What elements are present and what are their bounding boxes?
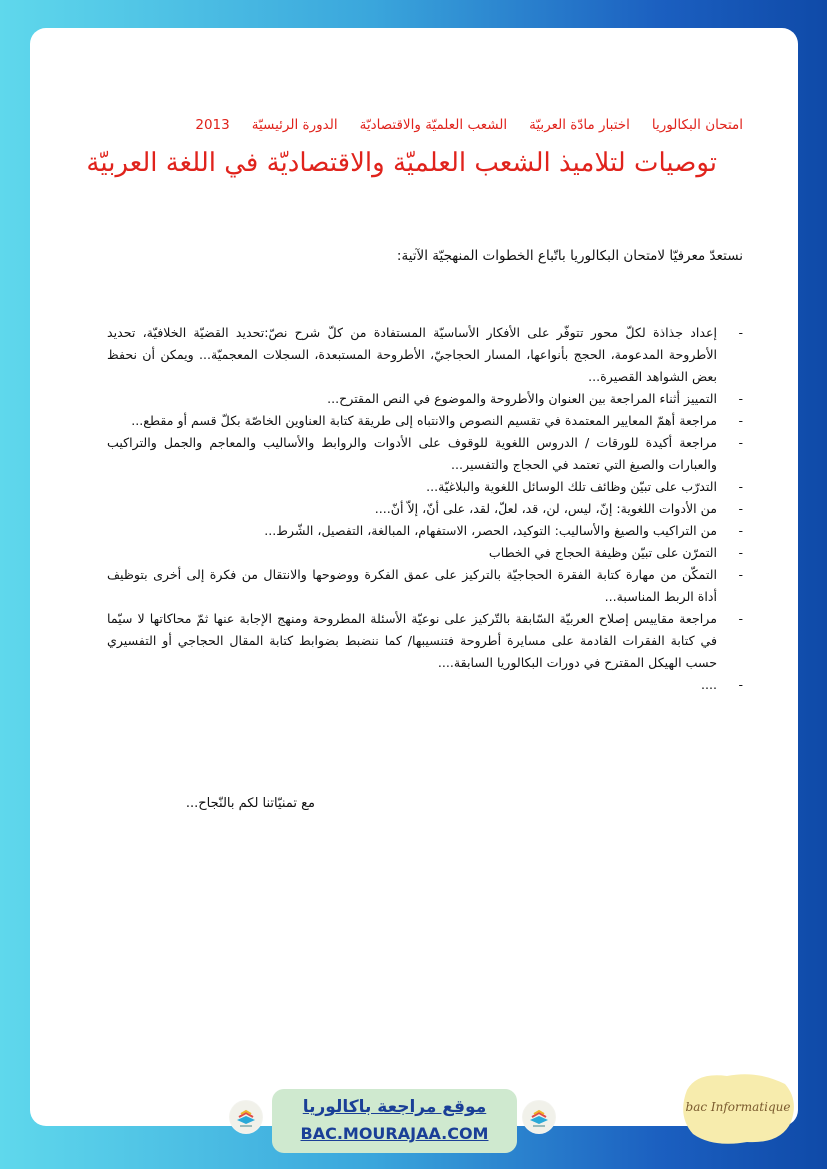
list-item: - مراجعة أكيدة للورقات / الدروس اللغوية للوقوف على الأدوات والروابط والأساليب والمعاجم والجمل والتراكيب والعبارات والصيغ التي تعتمد في الحجاج والتفسير... [107, 432, 717, 476]
exam-subject: اختبار مادّة العربيّة [529, 117, 630, 133]
list-item: - مراجعة مقاييس إصلاح العربيّة السّابقة بالتّركيز على نوعيّة الأسئلة المطروحة ومنهج الإجابة عنها ثمّ محاكاتها لا سيّما في كتابة الفقرات القادمة على مسايرة أطروحة فتنسيبها/ كما ننضبط بضوابط كتابة المقال الحجاجي أو التفسيري حسب الهيكل المقترح في دورات البكالوريا السابقة.... [107, 608, 717, 674]
closing-text: مع تمنيّاتنا لكم بالنّجاح... [185, 796, 315, 811]
exam-header [123, 117, 743, 133]
list-item: - التمرّن على تبيّن وظيفة الحجاج في الخطاب [107, 542, 717, 564]
page-title: توصيات لتلاميذ الشعب العلميّة والاقتصاديّة في اللغة العربيّة [86, 148, 717, 178]
site-banner[interactable] [272, 1089, 517, 1153]
exam-name: امتحان البكالوريا [651, 117, 743, 133]
list-item: - من الأدوات اللغوية: إنّ، ليس، لن، قد، لعلّ، لقد، على أنّ، إلاّ أنّ.... [107, 498, 717, 520]
intro-text: نستعدّ معرفيّا لامتحان البكالوريا باتّباع الخطوات المنهجيّة الآتية: [396, 248, 743, 264]
badge-text: bac Informatique [685, 1100, 791, 1114]
recommendations-list [107, 322, 717, 696]
list-item: - التدرّب على تبيّن وظائف تلك الوسائل اللغوية والبلاغيّة... [107, 476, 717, 498]
list-item: - مراجعة أهمّ المعايير المعتمدة في تقسيم النصوص والانتباه إلى طريقة كتابة العناوين الخاصّة بكلّ قسم أو مقطع... [107, 410, 717, 432]
list-item: - من التراكيب والصيغ والأساليب: التوكيد، الحصر، الاستفهام، المبالغة، التفصيل، الشّرط... [107, 520, 717, 542]
exam-year: 2013 [195, 117, 230, 133]
list-item: - .... [107, 674, 717, 696]
list-item: - التمكّن من مهارة كتابة الفقرة الحجاجيّة بالتركيز على عمق الفكرة ووضوحها والانتقال من فكرة إلى أخرى بتوظيف أداة الربط المناسبة... [107, 564, 717, 608]
book-logo-icon [522, 1100, 556, 1134]
right-logo [522, 1100, 556, 1134]
site-url-link[interactable]: BAC.MOURAJAA.COM [300, 1124, 489, 1143]
list-item: - إعداد جذاذة لكلّ محور تتوفّر على الأفكار الأساسيّة المستفادة من كلّ شرح نصّ:تحديد القضيّة الخلافيّة، تحديد الأطروحة المدعومة، الحجج بأنواعها، المسار الحجاجيّ، الأطروحة المستبعدة، السجلات المعجميّة... ويمكن أن نحفظ بعض الشواهد القصيرة... [107, 322, 717, 388]
site-name-link[interactable]: موقع مراجعة باكالوريا [302, 1097, 487, 1117]
exam-session: الدورة الرئيسيّة [251, 117, 338, 133]
exam-branch: الشعب العلميّة والاقتصاديّة [359, 117, 508, 133]
left-logo [229, 1100, 263, 1134]
list-item: - التمييز أثناء المراجعة بين العنوان والأطروحة والموضوع في النص المقترح... [107, 388, 717, 410]
book-logo-icon [229, 1100, 263, 1134]
bac-informatique-badge [677, 1070, 799, 1148]
